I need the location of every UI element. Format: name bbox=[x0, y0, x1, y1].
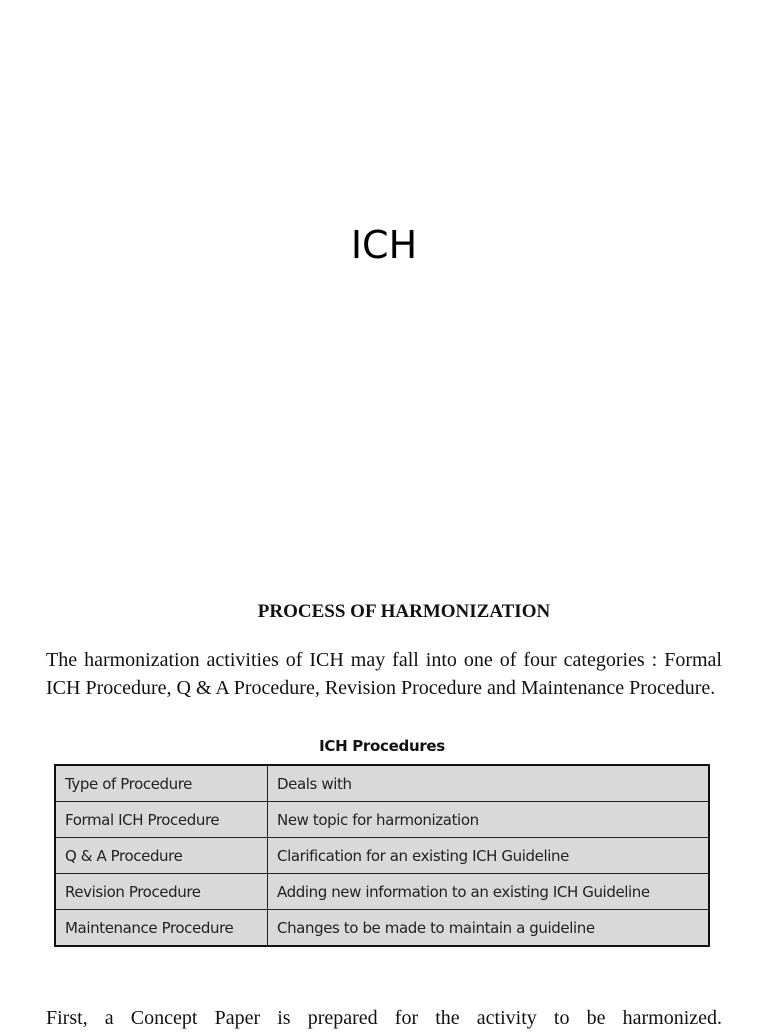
table-row bbox=[55, 838, 709, 874]
procedure-description-cell: Changes to be made to maintain a guideline bbox=[268, 910, 710, 947]
procedure-type-cell: Revision Procedure bbox=[55, 874, 268, 910]
closing-paragraph: First, a Concept Paper is prepared for the activity to be harmonized. bbox=[46, 1007, 722, 1029]
table-row bbox=[55, 874, 709, 910]
page-title: ICH bbox=[350, 223, 418, 267]
section-heading: PROCESS OF HARMONIZATION bbox=[257, 601, 551, 622]
procedure-description-cell: Clarification for an existing ICH Guideline bbox=[268, 838, 710, 874]
procedure-description-cell: Adding new information to an existing ICH Guideline bbox=[268, 874, 710, 910]
table-row bbox=[55, 802, 709, 838]
intro-paragraph: The harmonization activities of ICH may fall into one of four categories : Formal ICH Procedure, Q & A Procedure, Revision Procedure and Maintenance Procedure. bbox=[46, 649, 722, 699]
table-caption: ICH Procedures bbox=[319, 737, 445, 755]
table-header-row bbox=[55, 765, 709, 802]
procedures-table bbox=[54, 764, 710, 947]
procedure-type-cell: Formal ICH Procedure bbox=[55, 802, 268, 838]
header-type-of-procedure: Type of Procedure bbox=[55, 765, 268, 802]
table-row bbox=[55, 910, 709, 947]
procedure-type-cell: Maintenance Procedure bbox=[55, 910, 268, 947]
header-deals-with: Deals with bbox=[268, 765, 710, 802]
procedure-type-cell: Q & A Procedure bbox=[55, 838, 268, 874]
procedure-description-cell: New topic for harmonization bbox=[268, 802, 710, 838]
